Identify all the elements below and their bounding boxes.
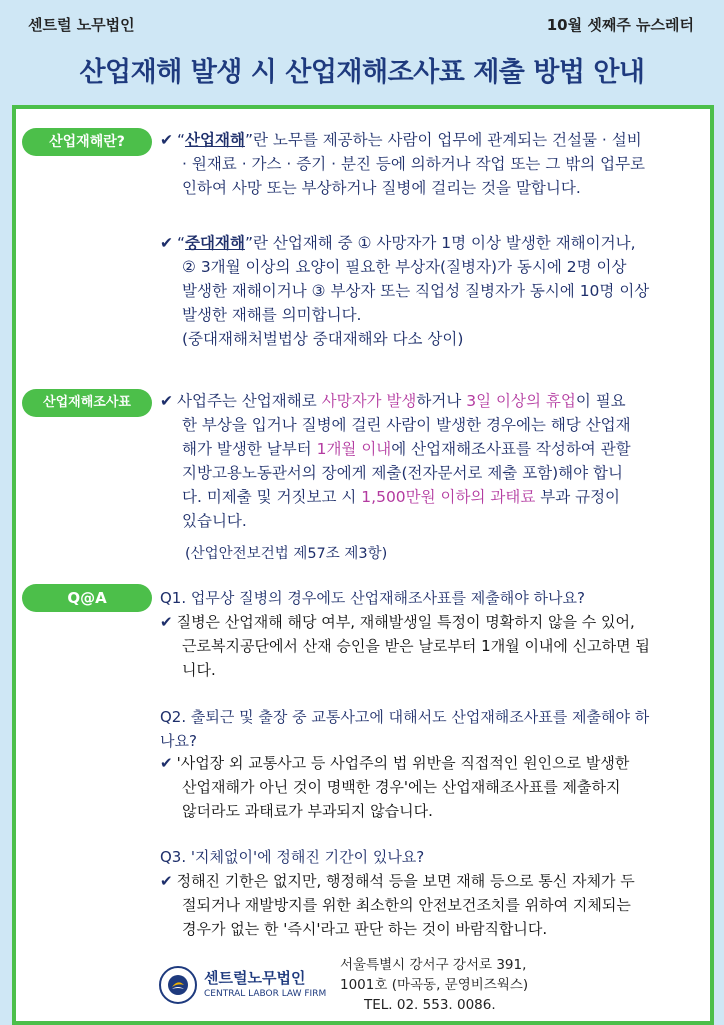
firm-logo <box>158 965 328 1007</box>
definition-serious-accident: ✔ “중대재해”란 산업재해 중 ① 사망자가 1명 이상 발생한 재해이거나, ② 3개월 이상의 요양이 필요한 부상자(질병자)가 동시에 2명 이상 발생한 재해이거나 ③ 부상자 또는 직업성 질병자가 동시에 10명 이상 발생한 재해를 의미합니다. (중대재해처벌법상 중대재해와 다소 상이) <box>160 234 650 348</box>
accident-report-description: ✔ 사업주는 산업재해로 사망자가 발생하거나 3일 이상의 휴업이 필요 한 부상을 입거나 질병에 걸린 사람이 발생한 경우에는 해당 산업재 해가 발생한 날부터 1개월 이내에 산업재해조사표를 작성하여 관할 지방고용노동관서의 장에게 제출(전자문서로 제출 포함)해야 합니 다. 미제출 및 거짓보고 시 1,500만원 이하의 과태료 부과 규정이 있습니다. <box>160 392 631 530</box>
definition-industrial-accident: ✔ “산업재해”란 노무를 제공하는 사람이 업무에 관계되는 건설물 · 설비 · 원재료 · 가스 · 증기 · 분진 등에 의하거나 작업 또는 그 밖의 업무로 인하여 사망 또는 부상하거나 질병에 걸리는 것을 말합니다. <box>160 131 646 197</box>
page-title: 산업재해 발생 시 산업재해조사표 제출 방법 안내 <box>79 57 645 88</box>
firm-name-top: 센트럴 노무법인 <box>28 16 135 34</box>
checkmark-icon: ✔ <box>160 872 173 890</box>
question-3: Q3. '지체없이'에 정해진 기간이 있나요? <box>160 848 425 866</box>
logo-korean: 센트럴노무법인 <box>204 969 306 987</box>
question-1: Q1. 업무상 질병의 경우에도 산업재해조사표를 제출해야 하나요? <box>160 589 585 607</box>
pill-qa: Q@A <box>22 584 152 612</box>
legal-reference: (산업안전보건법 제57조 제3항) <box>185 546 388 562</box>
checkmark-icon: ✔ <box>160 131 173 149</box>
firm-address: 서울특별시 강서구 강서로 391, 1001호 (마곡동, 문영비즈웍스) TEL. 02. 553. 0086. <box>340 957 529 1013</box>
answer-2: ✔ '사업장 외 교통사고 등 사업주의 법 위반을 직접적인 원인으로 발생한 산업재해가 아닌 것이 명백한 경우'에는 산업재해조사표를 제출하지 않더라도 과태료가 부과되지 않습니다. <box>160 754 630 820</box>
checkmark-icon: ✔ <box>160 392 173 410</box>
newsletter-label: 10월 셋째주 뉴스레터 <box>546 16 694 34</box>
checkmark-icon: ✔ <box>160 234 173 252</box>
pill-industrial-accident: 산업재해란? <box>22 128 152 156</box>
pill-accident-report: 산업재해조사표 <box>22 389 152 417</box>
question-2: Q2. 출퇴근 및 출장 중 교통사고에 대해서도 산업재해조사표를 제출해야 하 나요? <box>160 708 650 750</box>
answer-3: ✔ 정해진 기한은 없지만, 행정해석 등을 보면 재해 등으로 통신 자체가 두 절되거나 재발방지를 위한 최소한의 안전보건조치를 위하여 지체되는 경우가 없는 한 '즉시'라고 판단 하는 것이 바람직합니다. <box>160 872 635 938</box>
logo-english: CENTRAL LABOR LAW FIRM <box>204 989 327 999</box>
answer-1: ✔ 질병은 산업재해 해당 여부, 재해발생일 특정이 명확하지 않을 수 있어, 근로복지공단에서 산재 승인을 받은 날로부터 1개월 이내에 신고하면 됩 니다. <box>160 613 650 679</box>
checkmark-icon: ✔ <box>160 613 173 631</box>
checkmark-icon: ✔ <box>160 754 173 772</box>
firm-seal-icon <box>158 965 198 1005</box>
